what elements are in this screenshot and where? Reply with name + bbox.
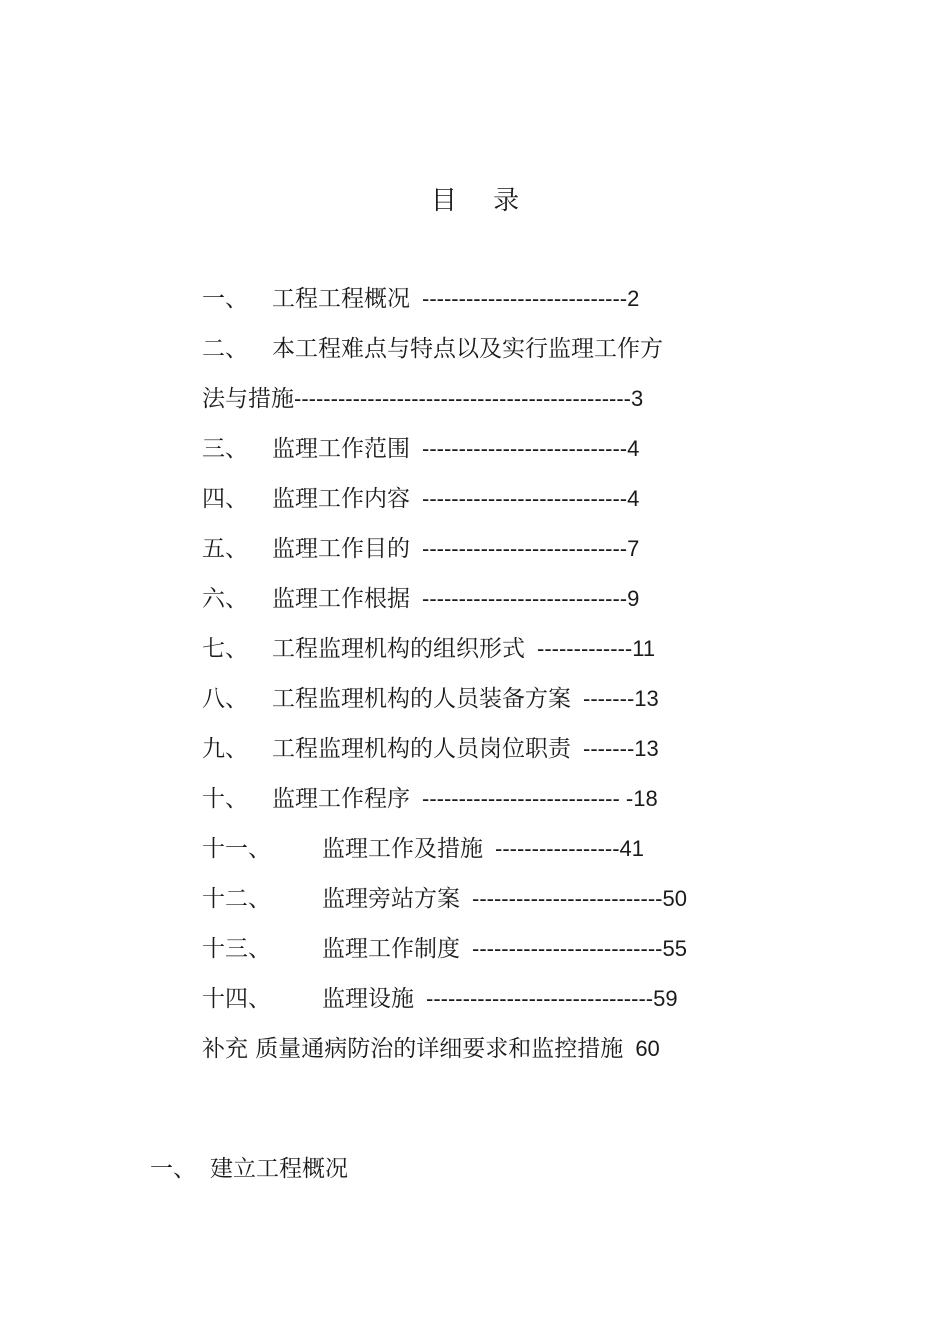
toc-entry-text: 监理工作制度 [322,936,460,962]
toc-entry-leader: ------------------------------- [426,986,654,1011]
toc-entry[interactable] [202,332,762,382]
toc-entry[interactable] [202,1032,762,1082]
toc-entry-leader: ---------------------------- [422,586,628,611]
section-title: 建立工程概况 [210,1156,348,1182]
toc-entry-number: 六、 [202,586,248,612]
toc-entry[interactable] [202,882,762,932]
toc-entry-text: 法与措施 [202,386,294,412]
toc-entry-page: 2 [627,286,640,311]
toc-entry-leader: ------- [583,686,635,711]
toc-entry-leader: ----------------- [495,836,620,861]
toc-entry[interactable] [202,532,762,582]
toc-entry[interactable] [202,432,762,482]
toc-entry[interactable] [202,632,762,682]
toc-entry-number: 九、 [202,736,248,762]
toc-entry-number: 十、 [202,786,248,812]
toc-entry-page: 4 [627,436,640,461]
toc-entry-leader: ---------------------------------------------- [294,386,632,411]
toc-entry-text: 监理工作及措施 [322,836,483,862]
toc-entry[interactable] [202,282,762,332]
toc-entry-text: 工程工程概况 [272,286,410,312]
toc-entry-continuation[interactable] [202,382,762,432]
toc-entry-page: 7 [627,536,640,561]
toc-entry-leader: ---------------------------- [422,536,628,561]
toc-entry-text: 工程监理机构的人员装备方案 [272,686,571,712]
toc-entry[interactable] [202,482,762,532]
toc-entry-page: 13 [634,736,659,761]
section-number: 一、 [150,1156,196,1182]
toc-entry-text: 监理工作根据 [272,586,410,612]
toc-entry-page: 59 [653,986,678,1011]
toc-entry-leader: ---------------------------- [422,286,628,311]
toc-entry[interactable] [202,582,762,632]
toc-entry[interactable] [202,732,762,782]
toc-entry-page: 3 [631,386,644,411]
toc-entry-leader: ------------- [537,636,633,661]
toc-entry-text: 补充 质量通病防治的详细要求和监控措施 [202,1036,624,1062]
toc-entry-number: 五、 [202,536,248,562]
toc-entry-number: 一、 [202,286,248,312]
toc-entry-page: 13 [634,686,659,711]
toc-entry-leader: -------------------------- [472,886,663,911]
toc-entry-page: 60 [635,1036,660,1061]
toc-entry-text: 监理工作程序 [272,786,410,812]
toc-entry-leader: ---------------------------- [422,486,628,511]
toc-entry-number: 三、 [202,436,248,462]
toc-entry-text: 监理工作范围 [272,436,410,462]
toc-entry-leader: ------- [583,736,635,761]
toc-entry-text: 工程监理机构的组织形式 [272,636,525,662]
toc-entry-number: 七、 [202,636,248,662]
toc-entry-number: 十三、 [202,936,271,962]
table-of-contents [202,282,762,1082]
toc-entry-number: 十二、 [202,886,271,912]
section-heading [150,1152,348,1186]
toc-entry-page: 50 [662,886,687,911]
toc-entry-text: 工程监理机构的人员岗位职责 [272,736,571,762]
toc-entry-page: 55 [662,936,687,961]
toc-entry-text: 监理工作目的 [272,536,410,562]
toc-entry-number: 二、 [202,336,248,362]
toc-entry-number: 八、 [202,686,248,712]
toc-entry[interactable] [202,782,762,832]
toc-entry[interactable] [202,832,762,882]
toc-entry[interactable] [202,932,762,982]
toc-entry-page: 11 [632,636,656,661]
toc-entry-leader: -------------------------- [472,936,663,961]
toc-entry-page: 9 [627,586,640,611]
toc-entry-text: 监理设施 [322,986,414,1012]
toc-entry[interactable] [202,682,762,732]
toc-entry-leader: ---------------------------- [422,436,628,461]
toc-entry-number: 十四、 [202,986,271,1012]
toc-entry-page: 18 [633,786,658,811]
toc-entry-number: 十一、 [202,836,271,862]
toc-entry[interactable] [202,982,762,1032]
toc-entry-number: 四、 [202,486,248,512]
toc-entry-page: 4 [627,486,640,511]
toc-entry-text: 本工程难点与特点以及实行监理工作方 [272,336,663,362]
toc-entry-leader: --------------------------- - [422,786,634,811]
toc-entry-text: 监理旁站方案 [322,886,460,912]
toc-title: 目 录 [430,186,534,216]
toc-entry-page: 41 [619,836,645,861]
toc-entry-text: 监理工作内容 [272,486,410,512]
